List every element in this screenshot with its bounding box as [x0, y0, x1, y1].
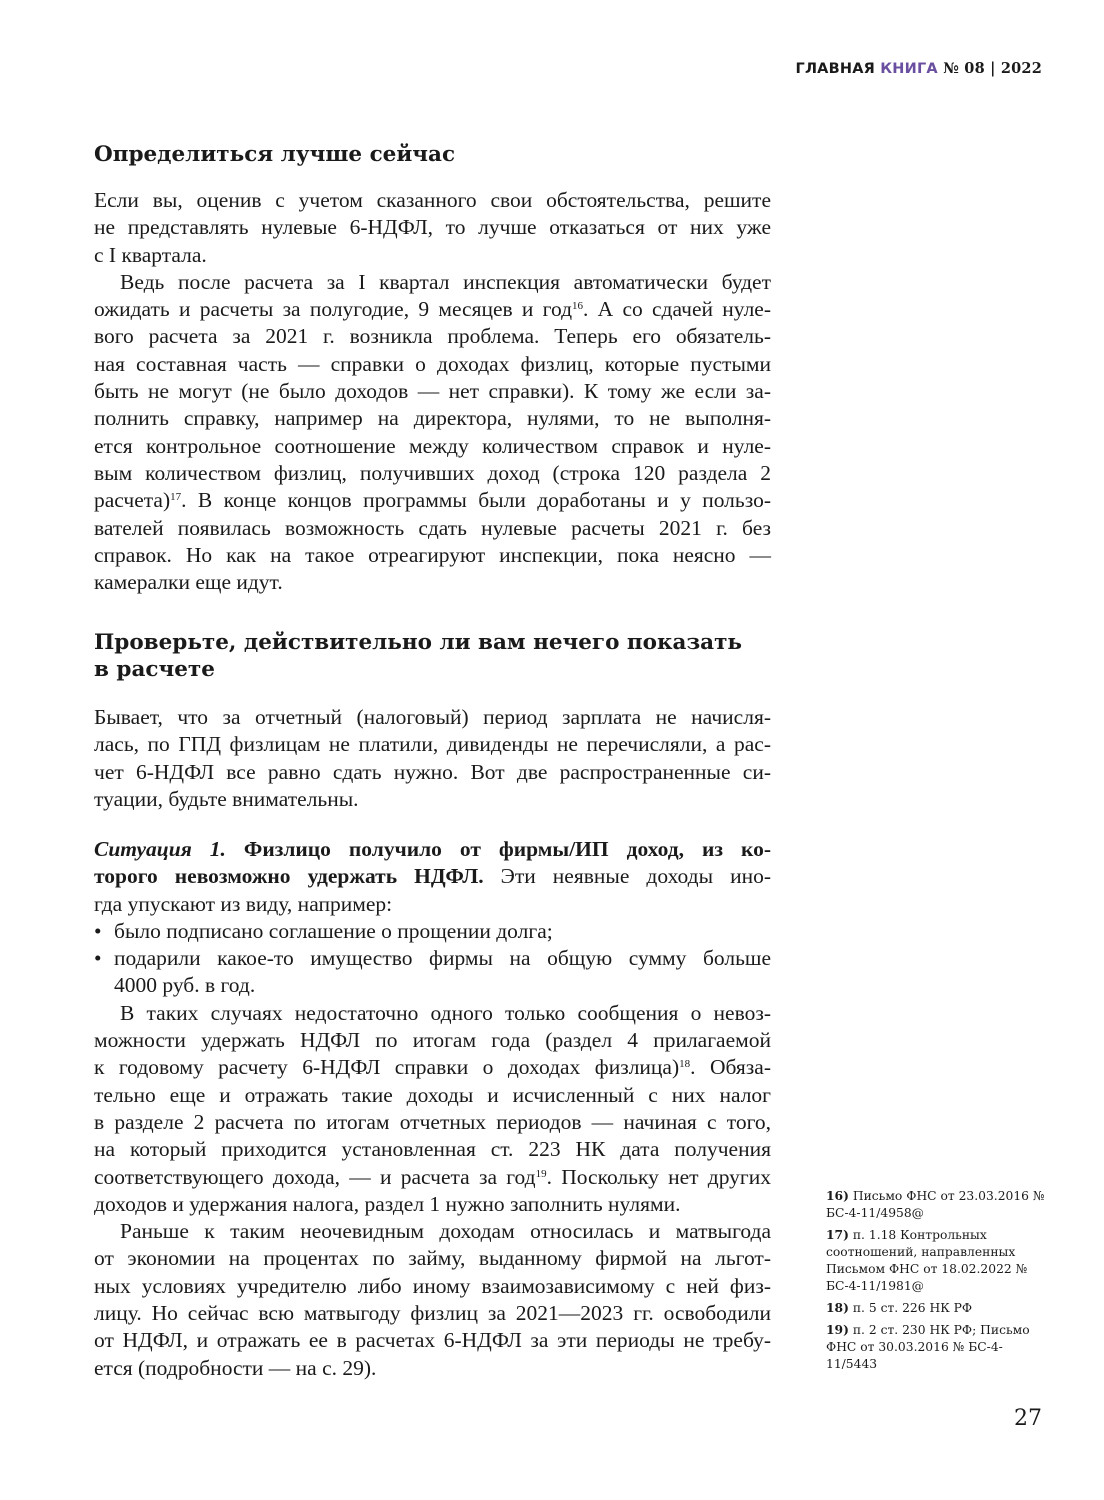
text-line	[94, 1218, 771, 1245]
text-line	[94, 487, 771, 514]
text-run: . В конце концов программы были доработаны и у пользо-	[181, 488, 771, 513]
text-line	[94, 242, 771, 269]
text-line	[94, 704, 771, 731]
text-line	[94, 569, 771, 596]
text-line	[94, 378, 771, 405]
text-run: вателей появилась возможность сдать нулевые расчеты 2021 г. без	[94, 515, 771, 540]
footnote-ref: 18	[679, 1058, 691, 1071]
brand-part2: КНИГА	[880, 61, 938, 77]
text-line	[94, 296, 771, 323]
bullet-item	[94, 918, 771, 945]
footnote-ref: 16	[572, 300, 584, 313]
text-run: с I квартала.	[94, 242, 207, 267]
heading-line: Определиться лучше сейчас	[94, 142, 456, 167]
text-line	[94, 405, 771, 432]
text-line	[94, 460, 771, 487]
text-line	[94, 187, 771, 214]
text-line	[94, 1082, 771, 1109]
text-run: В таких случаях недостаточно одного только сообщения о невоз-	[120, 1000, 771, 1025]
text-line	[94, 1054, 771, 1081]
text-run: ется контрольное соотношение между количеством справок и нуле-	[94, 433, 771, 458]
text-line	[94, 972, 771, 999]
footnote-number: 17)	[826, 1227, 849, 1242]
text-run: вого расчета за 2021 г. возникла проблема. Теперь его обязатель-	[94, 324, 771, 349]
text-run: Если вы, оценив с учетом сказанного свои обстоятельства, решите	[94, 188, 771, 212]
bullet-icon: •	[94, 946, 102, 971]
text-run: вым количеством физлиц, получивших доход (строка 120 раздела 2	[94, 460, 771, 485]
text-line	[94, 759, 771, 786]
text-run: . Обяза-	[690, 1055, 771, 1080]
text-run: лицу. Но сейчас всю матвыгоду физлиц за 2021—2023 гг. освободили	[94, 1301, 771, 1326]
text-line	[94, 1245, 771, 1272]
text-run: подарили какое-то имущество фирмы на общую сумму больше	[114, 946, 771, 971]
text-run: к годовому расчету 6-НДФЛ справки о доходах физлица)	[94, 1055, 680, 1080]
footnotes	[826, 1187, 1056, 1377]
text-run: от НДФЛ, и отражать ее в расчетах 6-НДФЛ за эти периоды не требу-	[94, 1328, 771, 1353]
text-run: Эти неявные доходы ино-	[483, 864, 771, 889]
brand-part1: ГЛАВНАЯ	[795, 61, 875, 77]
footnote-number: 16)	[826, 1188, 849, 1203]
text-run: туации, будьте внимательны.	[94, 786, 359, 811]
text-line	[94, 433, 771, 460]
footnote-text: п. 1.18 Контрольных соотношений, направленных Письмом ФНС от 18.02.2022 № БС-4-11/1981@	[826, 1228, 1028, 1293]
text-run: расчета)	[94, 488, 171, 513]
text-line	[94, 1136, 771, 1163]
text-run: Раньше к таким неочевидным доходам относилась и матвыгода	[120, 1219, 771, 1244]
footnote-16	[826, 1187, 1056, 1222]
footnote-18	[826, 1299, 1056, 1317]
bold-run: торого невозможно удержать НДФЛ.	[94, 864, 484, 889]
bullet-icon: •	[94, 918, 102, 943]
section-heading	[94, 141, 771, 168]
text-line	[94, 351, 771, 378]
issue-number: № 08 | 2022	[943, 60, 1042, 77]
text-run: ная составная часть — справки о доходах физлиц, которые пустыми	[94, 351, 771, 376]
paragraph-block	[94, 704, 771, 813]
text-line	[94, 891, 771, 918]
text-run: можности удержать НДФЛ по итогам года (раздел 4 прилагаемой	[94, 1028, 771, 1053]
text-line	[94, 786, 771, 813]
footnote-text: п. 5 ст. 226 НК РФ	[852, 1301, 973, 1315]
running-header	[796, 60, 1043, 77]
text-line	[94, 214, 771, 241]
text-run: в разделе 2 расчета по итогам отчетных периодов — начиная с того,	[94, 1109, 771, 1134]
text-run: доходов и удержания налога, раздел 1 нужно заполнить нулями.	[94, 1191, 681, 1216]
footnote-text: п. 2 ст. 230 НК РФ; Письмо ФНС от 30.03.2016 № БС-4-11/5443	[826, 1323, 1030, 1371]
text-line	[94, 1109, 771, 1136]
text-line	[94, 1273, 771, 1300]
text-line	[94, 1191, 771, 1218]
text-line	[94, 269, 771, 296]
text-line	[94, 1300, 771, 1327]
text-run: ных условиях учредителю либо иному взаимозависимому с ней физ-	[94, 1273, 771, 1298]
heading-line: в расчете	[94, 657, 215, 682]
text-run: было подписано соглашение о прощении долга;	[114, 918, 553, 943]
situation-label: Ситуация 1.	[94, 837, 226, 861]
footnote-number: 18)	[826, 1300, 849, 1315]
text-line	[94, 323, 771, 350]
text-run: полнить справку, например на директора, нулями, то не выполня-	[94, 406, 771, 431]
paragraph-block	[94, 187, 771, 596]
text-run: 4000 руб. в год.	[114, 973, 256, 998]
footnote-19	[826, 1321, 1036, 1373]
footnote-ref: 17	[170, 491, 182, 504]
footnote-17	[826, 1226, 1031, 1295]
text-run: на который приходится установленная ст. 223 НК дата получения	[94, 1137, 771, 1162]
text-line	[94, 1327, 771, 1354]
text-run: ожидать и расчеты за полугодие, 9 месяцев и год	[94, 297, 573, 322]
text-run: лась, по ГПД физлицам не платили, дивиденды не перечисляли, а рас-	[94, 732, 771, 757]
text-run: камералки еще идут.	[94, 570, 283, 595]
heading-line: Проверьте, действительно ли вам нечего показать	[94, 630, 743, 655]
text-run: не представлять нулевые 6-НДФЛ, то лучше отказаться от них уже	[94, 215, 771, 240]
text-run: ется (подробности — на с. 29).	[94, 1355, 377, 1380]
bullet-item	[94, 945, 771, 972]
text-run: . А со сдачей нуле-	[583, 297, 772, 322]
text-run: соответствующего дохода, — и расчета за год	[94, 1164, 536, 1189]
text-run: гда упускают из виду, например:	[94, 891, 393, 916]
text-run: Бывает, что за отчетный (налоговый) период зарплата не начисля-	[94, 705, 771, 729]
text-line	[94, 1027, 771, 1054]
footnote-number: 19)	[826, 1322, 849, 1337]
page-number: 27	[1014, 1406, 1042, 1431]
text-line	[94, 1355, 771, 1382]
text-line	[94, 731, 771, 758]
text-line	[94, 1164, 771, 1191]
text-run: Ведь после расчета за I квартал инспекция автоматически будет	[120, 269, 771, 294]
text-line	[94, 515, 771, 542]
bold-run: Физлицо получило от фирмы/ИП доход, из ко-	[225, 837, 771, 861]
text-line	[94, 1000, 771, 1027]
footnote-text: Письмо ФНС от 23.03.2016 № БС-4-11/4958@	[826, 1189, 1045, 1220]
text-run: . Поскольку нет других	[546, 1164, 772, 1189]
text-line	[94, 863, 771, 890]
text-line	[94, 542, 771, 569]
paragraph-block	[94, 836, 771, 1382]
text-run: тельно еще и отражать такие доходы и исчисленный с них налог	[94, 1082, 771, 1107]
text-line	[94, 836, 771, 863]
text-run: чет 6-НДФЛ все равно сдать нужно. Вот две распространенные си-	[94, 759, 771, 784]
text-run: справок. Но как на такое отреагируют инспекции, пока неясно —	[94, 542, 771, 567]
text-run: от экономии на процентах по займу, выданному фирмой на льгот-	[94, 1246, 771, 1271]
section-heading	[94, 629, 771, 683]
text-run: быть не могут (не было доходов — нет справки). К тому же если за-	[94, 379, 771, 404]
footnote-ref: 19	[535, 1167, 547, 1180]
